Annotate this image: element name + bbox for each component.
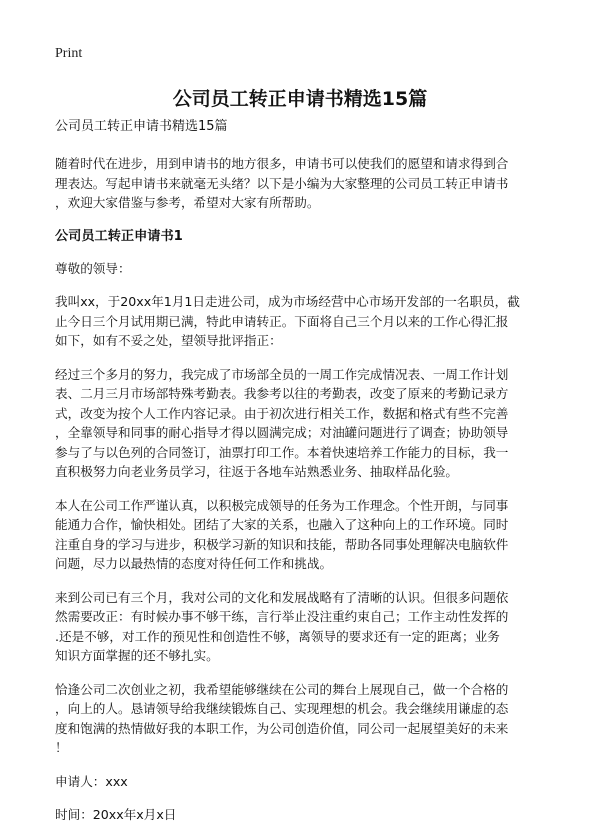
text-line: ，欢迎大家借鉴与参考，希望对大家有所帮助。 xyxy=(55,195,320,210)
date xyxy=(55,805,555,825)
body-paragraph xyxy=(55,588,555,666)
text-line: 表、二月三月市场部特殊考勤表。我参考以往的考勤表，改变了原来的考勤记录方 xyxy=(55,386,509,401)
text-line: 来到公司已有三个月，我对公司的文化和发展战略有了清晰的认识。但很多问题依 xyxy=(55,589,509,605)
applicant xyxy=(55,772,555,792)
text-line: 能通力合作，愉快相处。团结了大家的关系，也融入了这种向上的工作环境。同时 xyxy=(55,517,509,532)
text-line: 注重自身的学习与进步，积极学习新的知识和技能，帮助各同事处理解决电脑软件 xyxy=(55,536,509,552)
text-line: 式，改变为按个人工作内容记录。由于初次进行相关工作，数据和格式有些不完善 xyxy=(55,405,509,421)
greeting xyxy=(55,259,555,279)
text-line: 止今日三个月试用期已满，特此申请转正。下面将自己三个月以来的工作心得汇报 xyxy=(55,313,509,329)
text-line: 如下，如有不妥之处，望领导批评指正： xyxy=(55,333,282,348)
intro-paragraph xyxy=(55,154,555,213)
print-link[interactable]: Print xyxy=(55,46,83,61)
body-paragraph xyxy=(55,292,555,351)
text-line: 我叫xx，于20xx年1月1日走进公司，成为市场经营中心市场开发部的一名职员，截 xyxy=(55,294,520,309)
text-line: 随着时代在进步，用到申请书的地方很多，申请书可以使我们的愿望和请求得到合 xyxy=(55,156,509,171)
text-line: .还是不够，对工作的预见性和创造性不够，离领导的要求还有一定的距离；业务 xyxy=(55,628,500,644)
text-line: 然需要改正：有时候办事不够干练，言行举止没注重约束自己；工作主动性发挥的 xyxy=(55,609,509,624)
text-line: 参与了与以色列的合同签订，油票打印工作。本着快速培养工作能力的目标，我一 xyxy=(55,444,509,460)
document-body xyxy=(55,117,555,839)
document-subtitle: 公司员工转正申请书精选15篇 xyxy=(55,119,228,134)
text-line: 本人在公司工作严谨认真，以积极完成领导的任务为工作理念。个性开朗，与同事 xyxy=(55,497,509,513)
text-line: ，向上的人。恳请领导给我继续锻炼自己、实现理想的机会。我会继续用谦虚的态 xyxy=(55,701,509,716)
text-line: 时间：20xx年x月x日 xyxy=(55,807,177,822)
text-line: 尊敬的领导： xyxy=(55,260,131,276)
text-line: 恰逢公司二次创业之初，我希望能够继续在公司的舞台上展现自己，做一个合格的 xyxy=(55,681,509,697)
body-paragraph xyxy=(55,365,555,482)
text-line: 知识方面掌握的还不够扎实。 xyxy=(55,648,219,663)
body-paragraph xyxy=(55,496,555,574)
text-line: 度和饱满的热情做好我的本职工作，为公司创造价值，同公司一起展望美好的未来 xyxy=(55,720,509,736)
text-line: 理表达。写起申请书来就毫无头绪？以下是小编为大家整理的公司员工转正申请书 xyxy=(55,175,509,191)
text-line: 直积极努力向老业务员学习，往返于各地车站熟悉业务、抽取样品化验。 xyxy=(55,464,458,479)
text-line: ！ xyxy=(55,740,68,755)
text-line: 申请人：xxx xyxy=(55,773,128,789)
text-line: 经过三个多月的努力，我完成了市场部全员的一周工作完成情况表、一周工作计划 xyxy=(55,366,509,382)
section-heading: 公司员工转正申请书1 xyxy=(55,228,183,244)
body-paragraph xyxy=(55,680,555,758)
text-line: ，全靠领导和同事的耐心指导才得以圆满完成；对油罐问题进行了调查；协助领导 xyxy=(55,425,509,440)
document-title: 公司员工转正申请书精选15篇 xyxy=(172,88,428,110)
text-line: 问题，尽力以最热情的态度对待任何工作和挑战。 xyxy=(55,556,333,571)
